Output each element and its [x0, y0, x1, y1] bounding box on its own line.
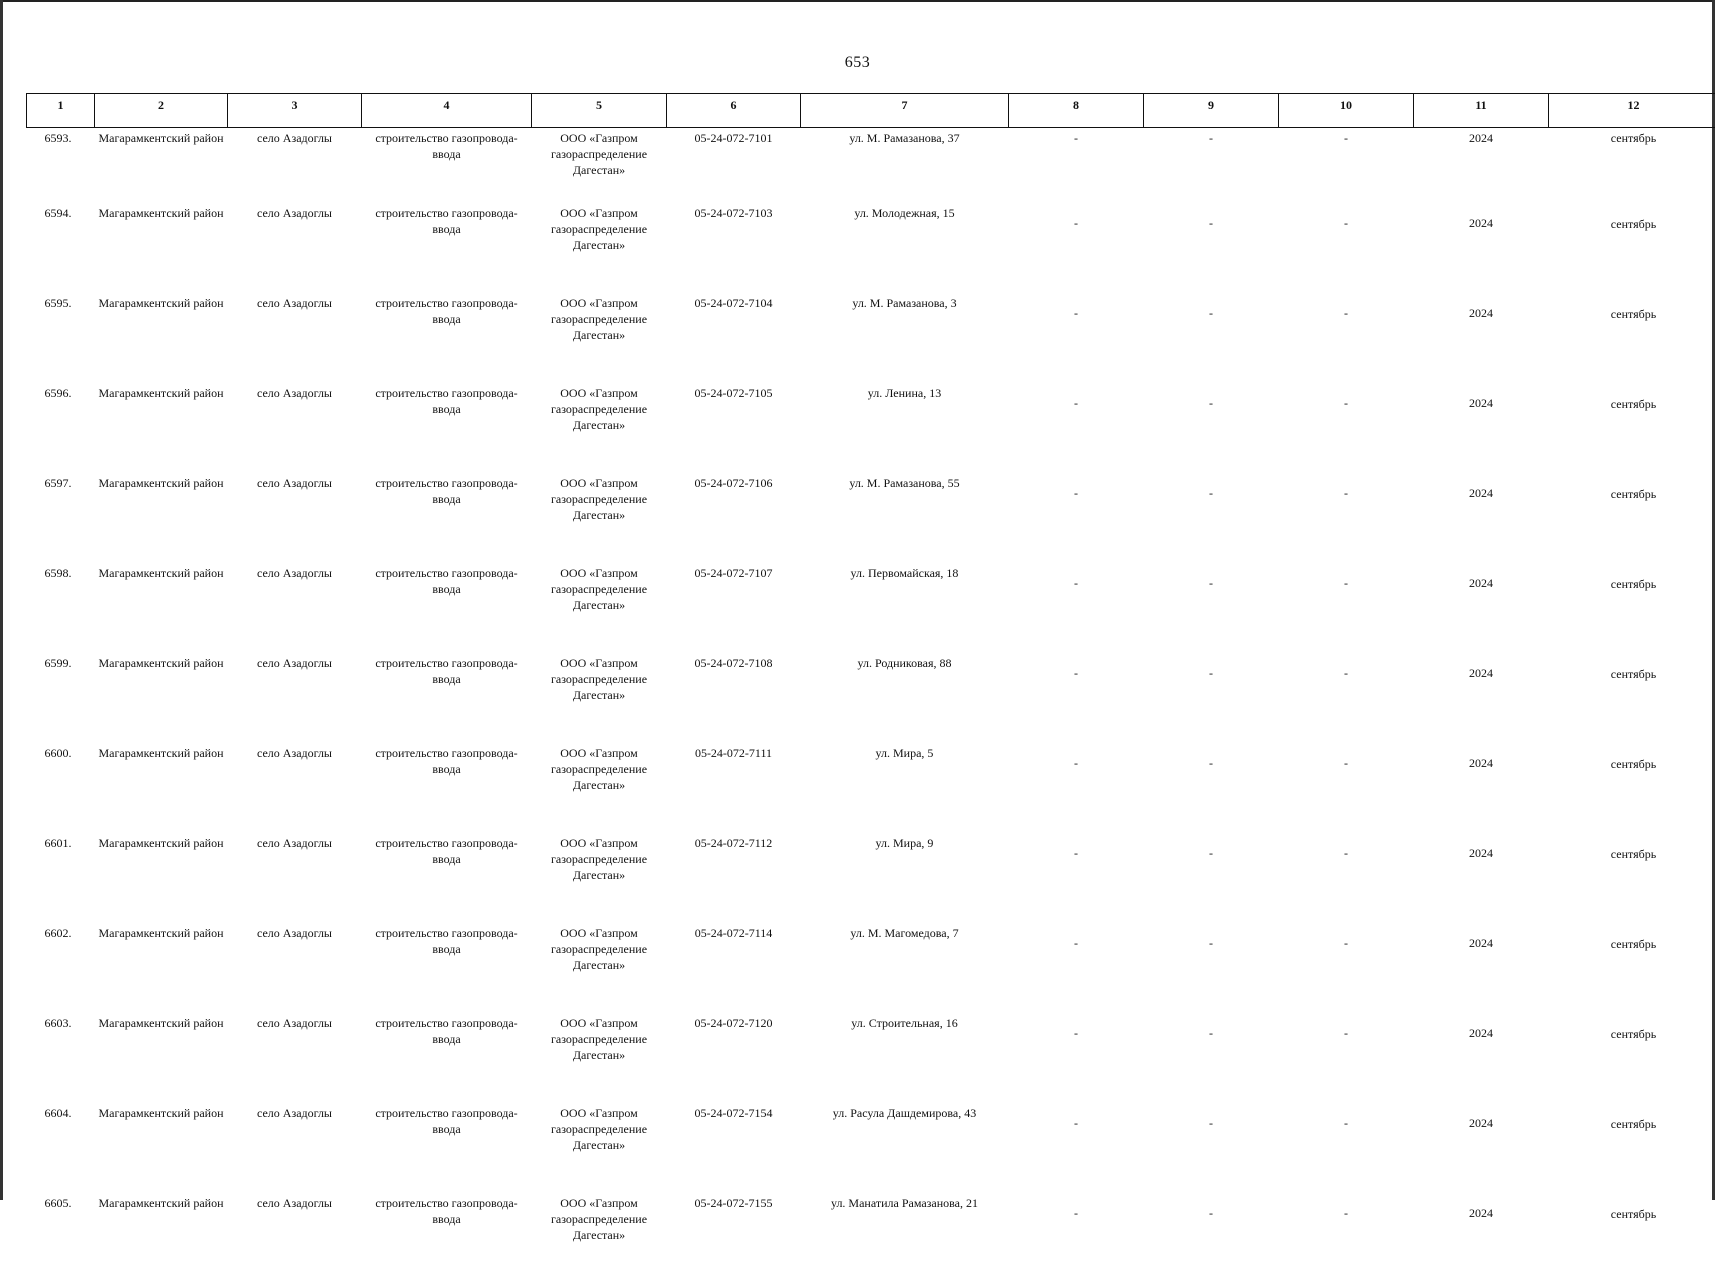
address-cell: ул. Родниковая, 88 [801, 655, 1009, 745]
locality-cell: село Азадоглы [228, 925, 362, 1015]
object-code-cell: 05-24-072-7154 [667, 1105, 801, 1195]
address-cell: ул. Первомайская, 18 [801, 565, 1009, 655]
row-number: 6604. [27, 1105, 95, 1195]
object-code-cell: 05-24-072-7120 [667, 1015, 801, 1105]
district-cell: Магарамкентский район [95, 475, 228, 565]
year-cell: 2024 [1414, 925, 1549, 1015]
row-number: 6598. [27, 565, 95, 655]
col9-cell: - [1144, 655, 1279, 745]
month-cell: сентябрь [1549, 925, 1715, 1015]
table-row [27, 128, 1715, 206]
locality-cell: село Азадоглы [228, 745, 362, 835]
month-cell: сентябрь [1549, 475, 1715, 565]
col10-cell: - [1279, 475, 1414, 565]
header-col-5: 5 [532, 94, 667, 128]
col8-cell: - [1009, 925, 1144, 1015]
row-number: 6593. [27, 128, 95, 206]
organization-cell: ООО «Газпром газораспределение Дагестан» [532, 1015, 667, 1105]
year-cell: 2024 [1414, 295, 1549, 385]
col8-cell: - [1009, 475, 1144, 565]
organization-cell: ООО «Газпром газораспределение Дагестан» [532, 745, 667, 835]
organization-cell: ООО «Газпром газораспределение Дагестан» [532, 128, 667, 206]
col8-cell: - [1009, 565, 1144, 655]
address-cell: ул. М. Рамазанова, 37 [801, 128, 1009, 206]
locality-cell: село Азадоглы [228, 385, 362, 475]
month-cell: сентябрь [1549, 385, 1715, 475]
object-code-cell: 05-24-072-7108 [667, 655, 801, 745]
year-cell: 2024 [1414, 655, 1549, 745]
header-col-11: 11 [1414, 94, 1549, 128]
district-cell: Магарамкентский район [95, 655, 228, 745]
header-col-1: 1 [27, 94, 95, 128]
address-cell: ул. Мира, 9 [801, 835, 1009, 925]
work-type-cell: строительство газопровода-ввода [362, 745, 532, 835]
table-row [27, 925, 1715, 1015]
address-cell: ул. Манатила Рамазанова, 21 [801, 1195, 1009, 1285]
month-cell: сентябрь [1549, 1015, 1715, 1105]
col10-cell: - [1279, 835, 1414, 925]
col9-cell: - [1144, 128, 1279, 206]
organization-cell: ООО «Газпром газораспределение Дагестан» [532, 205, 667, 295]
locality-cell: село Азадоглы [228, 475, 362, 565]
col8-cell: - [1009, 205, 1144, 295]
header-col-6: 6 [667, 94, 801, 128]
work-type-cell: строительство газопровода-ввода [362, 925, 532, 1015]
object-code-cell: 05-24-072-7112 [667, 835, 801, 925]
work-type-cell: строительство газопровода-ввода [362, 205, 532, 295]
row-number: 6603. [27, 1015, 95, 1105]
table-row [27, 565, 1715, 655]
row-number: 6605. [27, 1195, 95, 1285]
table-row [27, 745, 1715, 835]
row-number: 6601. [27, 835, 95, 925]
organization-cell: ООО «Газпром газораспределение Дагестан» [532, 925, 667, 1015]
table-row [27, 1105, 1715, 1195]
col10-cell: - [1279, 745, 1414, 835]
table-row [27, 1195, 1715, 1285]
locality-cell: село Азадоглы [228, 1015, 362, 1105]
work-type-cell: строительство газопровода-ввода [362, 475, 532, 565]
col8-cell: - [1009, 1195, 1144, 1285]
organization-cell: ООО «Газпром газораспределение Дагестан» [532, 655, 667, 745]
col8-cell: - [1009, 745, 1144, 835]
col10-cell: - [1279, 205, 1414, 295]
work-type-cell: строительство газопровода-ввода [362, 565, 532, 655]
scan-left-edge [0, 0, 3, 1200]
header-col-4: 4 [362, 94, 532, 128]
col10-cell: - [1279, 1105, 1414, 1195]
table-row [27, 385, 1715, 475]
month-cell: сентябрь [1549, 1195, 1715, 1285]
col8-cell: - [1009, 295, 1144, 385]
organization-cell: ООО «Газпром газораспределение Дагестан» [532, 835, 667, 925]
table-header [27, 94, 1715, 128]
col9-cell: - [1144, 565, 1279, 655]
work-type-cell: строительство газопровода-ввода [362, 655, 532, 745]
district-cell: Магарамкентский район [95, 745, 228, 835]
page-number: 653 [0, 54, 1715, 72]
row-number: 6599. [27, 655, 95, 745]
col8-cell: - [1009, 385, 1144, 475]
object-code-cell: 05-24-072-7103 [667, 205, 801, 295]
year-cell: 2024 [1414, 745, 1549, 835]
district-cell: Магарамкентский район [95, 205, 228, 295]
address-cell: ул. Молодежная, 15 [801, 205, 1009, 295]
col9-cell: - [1144, 295, 1279, 385]
col10-cell: - [1279, 925, 1414, 1015]
scan-top-border [0, 0, 1715, 3]
object-code-cell: 05-24-072-7106 [667, 475, 801, 565]
col9-cell: - [1144, 835, 1279, 925]
col9-cell: - [1144, 1105, 1279, 1195]
header-row [27, 94, 1715, 128]
address-cell: ул. М. Магомедова, 7 [801, 925, 1009, 1015]
header-col-2: 2 [95, 94, 228, 128]
district-cell: Магарамкентский район [95, 385, 228, 475]
object-code-cell: 05-24-072-7101 [667, 128, 801, 206]
district-cell: Магарамкентский район [95, 1015, 228, 1105]
address-cell: ул. Строительная, 16 [801, 1015, 1009, 1105]
col10-cell: - [1279, 1015, 1414, 1105]
work-type-cell: строительство газопровода-ввода [362, 1105, 532, 1195]
col9-cell: - [1144, 745, 1279, 835]
row-number: 6600. [27, 745, 95, 835]
year-cell: 2024 [1414, 835, 1549, 925]
year-cell: 2024 [1414, 1015, 1549, 1105]
col8-cell: - [1009, 835, 1144, 925]
col10-cell: - [1279, 128, 1414, 206]
col10-cell: - [1279, 295, 1414, 385]
district-cell: Магарамкентский район [95, 128, 228, 206]
col10-cell: - [1279, 385, 1414, 475]
col8-cell: - [1009, 1015, 1144, 1105]
address-cell: ул. М. Рамазанова, 3 [801, 295, 1009, 385]
address-cell: ул. Ленина, 13 [801, 385, 1009, 475]
locality-cell: село Азадоглы [228, 655, 362, 745]
header-col-12: 12 [1549, 94, 1715, 128]
year-cell: 2024 [1414, 1195, 1549, 1285]
col9-cell: - [1144, 1015, 1279, 1105]
object-code-cell: 05-24-072-7111 [667, 745, 801, 835]
table-row [27, 205, 1715, 295]
row-number: 6596. [27, 385, 95, 475]
col9-cell: - [1144, 925, 1279, 1015]
organization-cell: ООО «Газпром газораспределение Дагестан» [532, 1105, 667, 1195]
locality-cell: село Азадоглы [228, 128, 362, 206]
organization-cell: ООО «Газпром газораспределение Дагестан» [532, 295, 667, 385]
object-code-cell: 05-24-072-7107 [667, 565, 801, 655]
address-cell: ул. М. Рамазанова, 55 [801, 475, 1009, 565]
row-number: 6597. [27, 475, 95, 565]
col9-cell: - [1144, 475, 1279, 565]
month-cell: сентябрь [1549, 205, 1715, 295]
header-col-10: 10 [1279, 94, 1414, 128]
year-cell: 2024 [1414, 475, 1549, 565]
work-type-cell: строительство газопровода-ввода [362, 1195, 532, 1285]
locality-cell: село Азадоглы [228, 295, 362, 385]
work-type-cell: строительство газопровода-ввода [362, 385, 532, 475]
address-cell: ул. Мира, 5 [801, 745, 1009, 835]
register-table [26, 93, 1715, 1285]
address-cell: ул. Расула Дашдемирова, 43 [801, 1105, 1009, 1195]
col10-cell: - [1279, 655, 1414, 745]
district-cell: Магарамкентский район [95, 565, 228, 655]
organization-cell: ООО «Газпром газораспределение Дагестан» [532, 475, 667, 565]
locality-cell: село Азадоглы [228, 1105, 362, 1195]
organization-cell: ООО «Газпром газораспределение Дагестан» [532, 385, 667, 475]
row-number: 6602. [27, 925, 95, 1015]
table-row [27, 295, 1715, 385]
locality-cell: село Азадоглы [228, 1195, 362, 1285]
col8-cell: - [1009, 655, 1144, 745]
month-cell: сентябрь [1549, 295, 1715, 385]
organization-cell: ООО «Газпром газораспределение Дагестан» [532, 565, 667, 655]
header-col-7: 7 [801, 94, 1009, 128]
table-row [27, 1015, 1715, 1105]
col10-cell: - [1279, 1195, 1414, 1285]
header-col-9: 9 [1144, 94, 1279, 128]
locality-cell: село Азадоглы [228, 835, 362, 925]
year-cell: 2024 [1414, 565, 1549, 655]
object-code-cell: 05-24-072-7105 [667, 385, 801, 475]
row-number: 6594. [27, 205, 95, 295]
month-cell: сентябрь [1549, 1105, 1715, 1195]
month-cell: сентябрь [1549, 655, 1715, 745]
work-type-cell: строительство газопровода-ввода [362, 835, 532, 925]
district-cell: Магарамкентский район [95, 1195, 228, 1285]
table-row [27, 475, 1715, 565]
col9-cell: - [1144, 1195, 1279, 1285]
header-col-8: 8 [1009, 94, 1144, 128]
col8-cell: - [1009, 128, 1144, 206]
header-col-3: 3 [228, 94, 362, 128]
year-cell: 2024 [1414, 1105, 1549, 1195]
year-cell: 2024 [1414, 205, 1549, 295]
month-cell: сентябрь [1549, 745, 1715, 835]
month-cell: сентябрь [1549, 128, 1715, 206]
col8-cell: - [1009, 1105, 1144, 1195]
locality-cell: село Азадоглы [228, 205, 362, 295]
row-number: 6595. [27, 295, 95, 385]
work-type-cell: строительство газопровода-ввода [362, 295, 532, 385]
district-cell: Магарамкентский район [95, 295, 228, 385]
table-row [27, 835, 1715, 925]
work-type-cell: строительство газопровода-ввода [362, 1015, 532, 1105]
district-cell: Магарамкентский район [95, 835, 228, 925]
district-cell: Магарамкентский район [95, 1105, 228, 1195]
locality-cell: село Азадоглы [228, 565, 362, 655]
district-cell: Магарамкентский район [95, 925, 228, 1015]
year-cell: 2024 [1414, 128, 1549, 206]
work-type-cell: строительство газопровода-ввода [362, 128, 532, 206]
month-cell: сентябрь [1549, 565, 1715, 655]
year-cell: 2024 [1414, 385, 1549, 475]
object-code-cell: 05-24-072-7114 [667, 925, 801, 1015]
col9-cell: - [1144, 205, 1279, 295]
table-row [27, 655, 1715, 745]
col9-cell: - [1144, 385, 1279, 475]
object-code-cell: 05-24-072-7155 [667, 1195, 801, 1285]
organization-cell: ООО «Газпром газораспределение Дагестан» [532, 1195, 667, 1285]
col10-cell: - [1279, 565, 1414, 655]
month-cell: сентябрь [1549, 835, 1715, 925]
object-code-cell: 05-24-072-7104 [667, 295, 801, 385]
table-body [27, 128, 1715, 1285]
